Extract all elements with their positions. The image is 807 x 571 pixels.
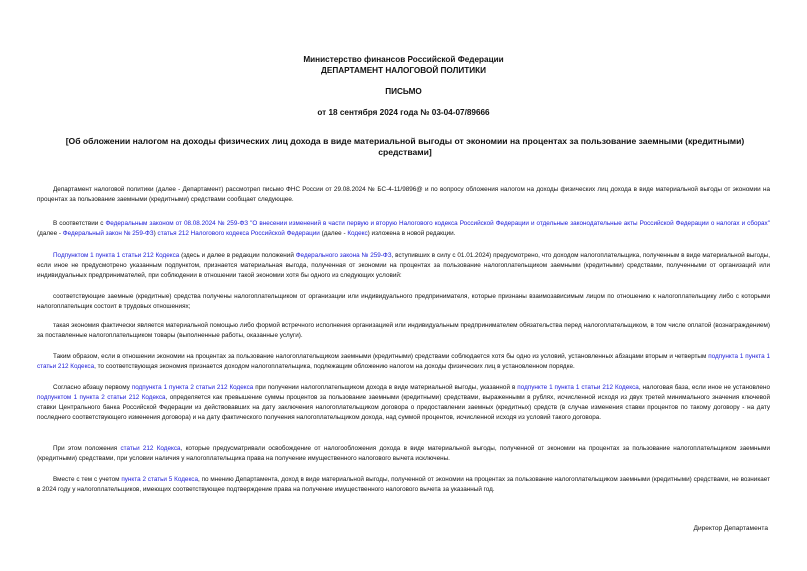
- link-article-212-p8[interactable]: статьи 212 Кодекса: [120, 445, 181, 452]
- link-federal-law-259[interactable]: Федеральным законом от 08.08.2024 № 259-ФЗ "О внесении изменений в части первую и вторую Налогового кодекса Российской Федерации и отдельные законодательные акты Российской Федерации о налогах и сборах": [105, 220, 770, 227]
- link-article-5-2[interactable]: пункта 2 статьи 5 Кодекса: [121, 476, 199, 483]
- link-code[interactable]: Кодекс: [347, 230, 368, 237]
- link-federal-law-259-short[interactable]: Федеральный закон № 259-ФЗ: [62, 230, 154, 237]
- document-title: [Об обложении налогом на доходы физических лиц дохода в виде материальной выгоды от экономии на процентах за пользование заемными (кредитными) средствами]: [65, 136, 745, 157]
- document-date-number: от 18 сентября 2024 года № 03-04-07/89666: [317, 108, 490, 117]
- link-subparagraph-1-1-212[interactable]: Подпунктом 1 пункта 1 статьи 212 Кодекса: [53, 252, 180, 259]
- link-article-212[interactable]: статья 212 Налогового кодекса Российской Федерации: [157, 230, 320, 237]
- paragraph-6: Таким образом, если в отношении экономии на процентах за пользование налогоплательщиком заемными (кредитными) средствами соблюдается хотя бы одно из условий, установленных абзацами вторым и четвертым подпункта 1 пункта 1 статьи 212 Кодекса, то соответствующая экономия признается доходом налогоплательщика, подлежащим обложению налогом на доходы физических лиц в установленном порядке.: [37, 353, 771, 370]
- paragraph-4: соответствующие заемные (кредитные) средства получены налогоплательщиком от организации или индивидуального предпринимателя, которые признаны взаимозависимым лицом по отношению к налогоплательщику либо с которыми налогоплательщик состоит в трудовых отношениях;: [37, 293, 770, 310]
- paragraph-9: Вместе с тем с учетом пункта 2 статьи 5 Кодекса, по мнению Департамента, доход в виде материальной выгоды, полученной от экономии на процентах за пользование налогоплательщиком заемными (кредитными) средствами, не возникает в 2024 году у налогоплательщиков, имеющих соответствующее подтверждение права на получение имущественного налогового вычета за указанный год.: [37, 476, 771, 493]
- signature-title: Директор Департамента: [693, 525, 768, 532]
- link-subparagraph-1-2-212-b[interactable]: подпунктом 1 пункта 2 статьи 212 Кодекса: [37, 394, 166, 401]
- paragraph-7: Согласно абзацу первому подпункта 1 пункта 2 статьи 212 Кодекса при получении налогоплательщиком дохода в виде материальной выгоды, указанной в подпункте 1 пункта 1 статьи 212 Кодекса, налоговая база, если иное не установлено подпунктом 1 пункта 2 статьи 212 Кодекса, определяется как превышение суммы процентов за пользование заемными (кредитными) средствами, выраженными в рублях, исчисленной исходя из двух третей минимального значения ключевой ставки Центрального банка Российской Федерации из действовавших на дату заключения налогоплательщиком договора о предоставлении заемных (кредитных) средств (в случае изменения ставки процентов по такому договору - на дату последнего соответствующего изменения договора) и на дату фактического получения налогоплательщиком дохода, над суммой процентов, исчисленной исходя из условий такого договора.: [37, 384, 771, 421]
- paragraph-3: Подпунктом 1 пункта 1 статьи 212 Кодекса (здесь и далее в редакции положений Федерального закона № 259-ФЗ, вступивших в силу с 01.01.2024) предусмотрено, что доходом налогоплательщика, полученным в виде материальной выгоды, если иное не предусмотрено указанным подпунктом, признается материальная выгода, полученная от экономии на процентах за пользование налогоплательщиком заемными (кредитными) средствами, полученными от организаций или индивидуальных предпринимателей, при соблюдении в отношении такой экономии хотя бы одного из следующих условий:: [37, 252, 771, 279]
- link-subparagraph-1-1-212-p6[interactable]: подпункта 1 пункта 1 статьи 212 Кодекса: [37, 353, 771, 370]
- link-subparagraph-1-2-212[interactable]: подпункта 1 пункта 2 статьи 212 Кодекса: [131, 384, 254, 391]
- paragraph-8: При этом положения статьи 212 Кодекса, которые предусматривали освобождение от налогообложения дохода в виде материальной выгоды, полученной от экономии на процентах за пользование налогоплательщиком заемными (кредитными) средствами, при условии наличия у налогоплательщика права на получение имущественного налогового вычета исключены.: [37, 445, 770, 462]
- paragraph-1: Департамент налоговой политики (далее - Департамент) рассмотрел письмо ФНС России от 29.08.2024 № БС-4-11/9896@ и по вопросу обложения налогом на доходы физических лиц дохода в виде материальной выгоды от экономии на процентах за пользование заемными (кредитными) средствами сообщает следующее.: [37, 186, 770, 203]
- document-type: ПИСЬМО: [385, 87, 422, 96]
- link-federal-law-259-p3[interactable]: Федерального закона № 259-ФЗ: [295, 252, 392, 259]
- paragraph-2: В соответствии с Федеральным законом от 08.08.2024 № 259-ФЗ "О внесении изменений в части первую и вторую Налогового кодекса Российской Федерации и отдельные законодательные акты Российской Федерации о налогах и сборах" (далее - Федеральный закон № 259-ФЗ) статья 212 Налогового кодекса Российской Федерации (далее - Кодекс) изложена в новой редакции.: [37, 220, 770, 237]
- department-name: ДЕПАРТАМЕНТ НАЛОГОВОЙ ПОЛИТИКИ: [321, 66, 486, 75]
- ministry-name: Министерство финансов Российской Федерации: [303, 55, 504, 64]
- link-subparagraph-1-1-212-p7[interactable]: подпункте 1 пункта 1 статьи 212 Кодекса: [517, 384, 639, 391]
- paragraph-5: такая экономия фактически является материальной помощью либо формой встречного исполнения организацией или индивидуальным предпринимателем обязательства перед налогоплательщиком, в том числе оплатой (вознаграждением) за поставленные налогоплательщиком товары (выполненные работы, оказанные услуги).: [37, 322, 770, 339]
